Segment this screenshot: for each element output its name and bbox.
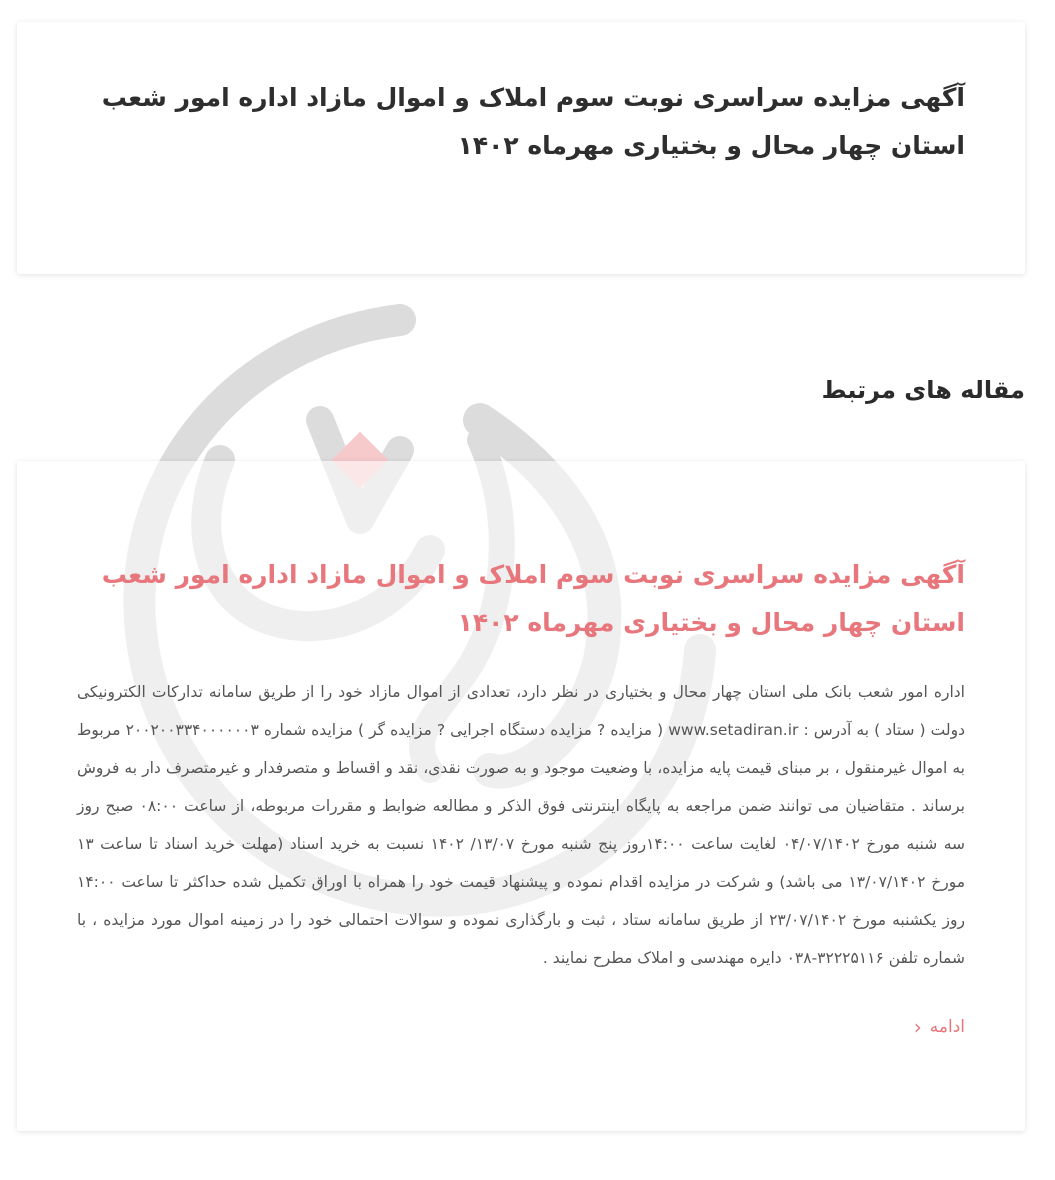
read-more-link[interactable] (914, 1017, 965, 1037)
related-article-title-link[interactable]: آگهی مزایده سراسری نوبت سوم املاک و اموال مازاد اداره امور شعب استان چهار محال و بختیاری مهرماه ۱۴۰۲ (101, 560, 965, 637)
article-header-card (17, 22, 1025, 274)
related-article-excerpt: اداره امور شعب بانک ملی استان چهار محال و بختیاری در نظر دارد، تعدادی از اموال مازاد خود را از طریق سامانه تدارکات الکترونیکی دولت ( ستاد ) به آدرس : www.setadiran.ir ( مزایده ? مزایده دستگاه اجرایی ? مزایده گر ) مزایده شماره ۲۰۰۲۰۰۳۳۴۰۰۰۰۰۰۳ مربوط به اموال غیرمنقول ، بر مبنای قیمت پایه مزایده، با وضعیت موجود و به صورت نقدی، نقد و اقساط و متصرفدار و غیرمتصرف دار به فروش برساند . متقاضیان می توانند ضمن مراجعه به پایگاه اینترنتی فوق الذکر و مطالعه ضوابط و مقررات مربوطه، از ساعت ۰۸:۰۰ صبح روز سه شنبه مورخ ۰۴/۰۷/۱۴۰۲ لغایت ساعت ۱۴:۰۰روز پنج شنبه مورخ ۱۳/۰۷/ ۱۴۰۲ نسبت به خرید اسناد (مهلت خرید اسناد تا ساعت ۱۳ مورخ ۱۳/۰۷/۱۴۰۲ می باشد) و شرکت در مزایده اقدام نموده و پیشنهاد قیمت خود را همراه با اوراق تکمیل شده حداکثر تا ساعت ۱۴:۰۰ روز یکشنبه مورخ ۲۳/۰۷/۱۴۰۲ از طریق سامانه ستاد ، ثبت و بارگذاری نموده و سوالات احتمالی خود را در زمینه اموال مورد مزایده ، با شماره تلفن ۳۲۲۲۵۱۱۶-۰۳۸ دایره مهندسی و املاک مطرح نمایند . (77, 683, 966, 967)
page-title: آگهی مزایده سراسری نوبت سوم املاک و اموال مازاد اداره امور شعب استان چهار محال و بختیاری مهرماه ۱۴۰۲ (101, 83, 965, 160)
chevron-left-icon: ‹ (913, 1015, 922, 1039)
related-articles-heading: مقاله های مرتبط (821, 376, 1025, 404)
read-more-label: ادامه (929, 1017, 965, 1037)
related-article-card (17, 461, 1025, 1131)
